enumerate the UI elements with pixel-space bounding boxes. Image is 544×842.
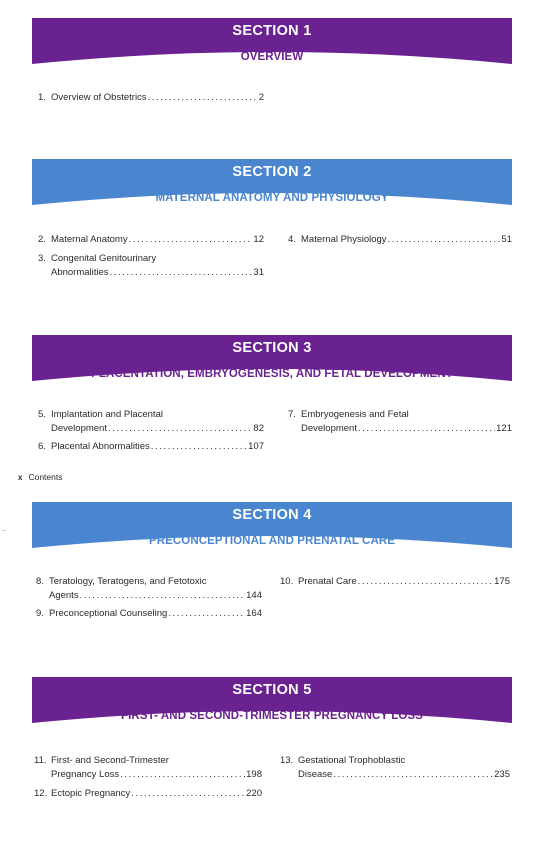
leader-dots — [80, 589, 246, 603]
entry-title: Placental Abnormalities — [51, 441, 150, 452]
leader-dots — [151, 440, 247, 454]
entry-page: 82 — [253, 422, 264, 434]
toc-entry-7[interactable] — [288, 408, 512, 435]
section-3-banner — [32, 335, 512, 387]
entry-number: 8. — [36, 576, 44, 587]
leader-dots — [168, 607, 245, 621]
leader-dots — [108, 422, 252, 436]
entry-page: 107 — [248, 441, 264, 452]
section-5-subtitle: FIRST- AND SECOND-TRIMESTER PREGNANCY LOSS — [121, 710, 423, 722]
leader-dots — [129, 233, 253, 247]
entry-number: 5. — [38, 409, 46, 420]
entry-title: Gestational Trophoblastic — [298, 755, 406, 766]
entry-page: 198 — [246, 768, 262, 780]
entry-title: Congenital Genitourinary — [51, 253, 157, 264]
entry-title: Implantation and Placental — [51, 409, 163, 420]
entry-page: 2 — [258, 92, 264, 103]
section-5-banner — [32, 677, 512, 729]
footer-page-marker: x — [18, 473, 23, 482]
leader-dots — [358, 422, 495, 436]
entry-page: 121 — [496, 422, 512, 434]
entry-title: Prenatal Care — [298, 576, 357, 587]
footer-label: Contents — [28, 472, 63, 482]
entry-page: 31 — [253, 266, 264, 278]
entry-title-cont: Disease — [298, 768, 333, 780]
entry-title: Teratology, Teratogens, and Fetotoxic — [49, 576, 207, 587]
entry-page: 51 — [501, 234, 512, 245]
toc-entry-5[interactable] — [38, 408, 264, 435]
leader-dots — [131, 787, 245, 801]
toc-entry-3[interactable] — [38, 252, 264, 279]
section-1-banner — [32, 18, 512, 70]
entry-number: 12. — [34, 788, 48, 799]
entry-number: 9. — [36, 608, 44, 619]
margin-tick: – — [2, 528, 6, 534]
entry-title-cont: Development — [51, 422, 107, 434]
entry-title: Embryogenesis and Fetal — [301, 409, 409, 420]
entry-number: 2. — [38, 234, 46, 245]
entry-title: Ectopic Pregnancy — [51, 788, 131, 799]
toc-entry-12[interactable] — [34, 787, 262, 801]
entry-number: 6. — [38, 441, 46, 452]
entry-title-cont: Development — [301, 422, 357, 434]
section-3-subtitle: PLACENTATION, EMBRYOGENESIS, AND FETAL DEVELOPMENT — [91, 368, 453, 380]
entry-title: Preconceptional Counseling — [49, 608, 168, 619]
section-4-title: SECTION 4 — [232, 507, 312, 523]
toc-entry-13[interactable] — [280, 754, 510, 781]
toc-entry-11[interactable] — [34, 754, 262, 781]
entry-title: Overview of Obstetrics — [51, 92, 147, 103]
entry-page: 164 — [246, 608, 262, 619]
leader-dots — [120, 768, 245, 782]
section-2-banner — [32, 159, 512, 211]
entry-title-cont: Agents — [49, 589, 79, 601]
entry-title: Maternal Anatomy — [51, 234, 128, 245]
section-2-subtitle: MATERNAL ANATOMY AND PHYSIOLOGY — [155, 192, 389, 204]
entry-number: 10. — [280, 576, 294, 587]
toc-entry-4[interactable] — [288, 233, 512, 247]
entry-page: 144 — [246, 589, 262, 601]
section-3-title: SECTION 3 — [232, 340, 312, 356]
entry-page: 12 — [253, 234, 264, 245]
leader-dots — [358, 575, 494, 589]
leader-dots — [388, 233, 501, 247]
leader-dots — [110, 266, 253, 280]
toc-entry-8[interactable] — [36, 575, 262, 602]
entry-page: 175 — [494, 576, 510, 587]
entry-number: 13. — [280, 755, 294, 766]
entry-number: 3. — [38, 253, 46, 264]
section-4-subtitle: PRECONCEPTIONAL AND PRENATAL CARE — [148, 535, 396, 547]
section-2-title: SECTION 2 — [232, 164, 312, 180]
running-footer — [18, 472, 62, 482]
entry-number: 4. — [288, 234, 296, 245]
entry-title: First- and Second-Trimester — [51, 755, 169, 766]
leader-dots — [148, 91, 258, 105]
leader-dots — [333, 768, 493, 782]
section-1-title: SECTION 1 — [232, 23, 312, 39]
entry-title-cont: Pregnancy Loss — [51, 768, 120, 780]
entry-number: 11. — [34, 755, 47, 766]
toc-entry-9[interactable] — [36, 607, 262, 621]
toc-entry-6[interactable] — [38, 440, 264, 454]
entry-number: 7. — [288, 409, 296, 420]
entry-title-cont: Abnormalities — [51, 266, 109, 278]
toc-entry-10[interactable] — [280, 575, 510, 589]
entry-number: 1. — [38, 92, 46, 103]
entry-page: 220 — [246, 788, 262, 799]
entry-page: 235 — [494, 768, 510, 780]
entry-title: Maternal Physiology — [301, 234, 387, 245]
section-4-banner — [32, 502, 512, 554]
section-1-subtitle: OVERVIEW — [240, 51, 304, 63]
toc-entry-1[interactable] — [38, 91, 264, 105]
toc-entry-2[interactable] — [38, 233, 264, 247]
section-5-title: SECTION 5 — [232, 682, 312, 698]
